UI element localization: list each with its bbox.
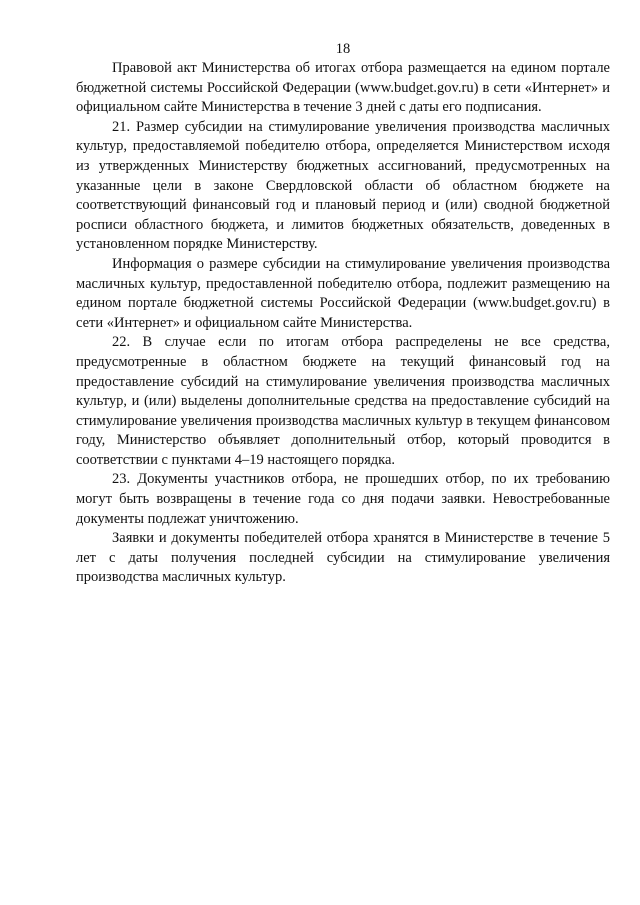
page-number: 18 (335, 41, 351, 57)
paragraph-subsidy-information: Информация о размере субсидии на стимулирование увеличения производства масличных культур, предоставленной победителю отбора, подлежит размещению на едином портале бюджетной системы Российской Федерации (www.budget.gov.ru) в сети «Интернет» и официальном сайте Министерства. (76, 255, 610, 331)
paragraph-22-additional-selection: 22. В случае если по итогам отбора распределены не все средства, предусмотренные в областном бюджете на текущий финансовый год на предоставление субсидий на стимулирование увеличения производства масличных культур, и (или) выделены дополнительные средства на предоставление субсидий на стимулирование увеличения производства масличных культур в текущем финансовом году, Министерство объявляет дополнительный отбор, который проводится в соответствии с пунктами 4–19 настоящего порядка. (76, 334, 610, 468)
paragraph-23-documents-return: 23. Документы участников отбора, не прошедших отбор, по их требованию могут быть возвращены в течение года со дня подачи заявки. Невостребованные документы подлежат уничтожению. (76, 471, 610, 527)
document-page (76, 40, 610, 588)
paragraph-documents-storage: Заявки и документы победителей отбора хранятся в Министерстве в течение 5 лет с даты получения последней субсидии на стимулирование увеличения производства масличных культур. (76, 530, 610, 586)
paragraph-legal-act-publication: Правовой акт Министерства об итогах отбора размещается на едином портале бюджетной системы Российской Федерации (www.budget.gov.ru) в сети «Интернет» и официальном сайте Министерства в течение 3 дней с даты его подписания. (76, 60, 610, 116)
paragraph-21-subsidy-amount: 21. Размер субсидии на стимулирование увеличения производства масличных культур, предоставляемой победителю отбора, определяется Министерством исходя из утвержденных Министерству бюджетных ассигнований, предусмотренных на указанные цели в законе Свердловской области об областном бюджете на соответствующий финансовый год и плановый период и (или) сводной бюджетной росписи областного бюджета, и лимитов бюджетных обязательств, доведенных в установленном порядке Министерству. (76, 118, 610, 253)
